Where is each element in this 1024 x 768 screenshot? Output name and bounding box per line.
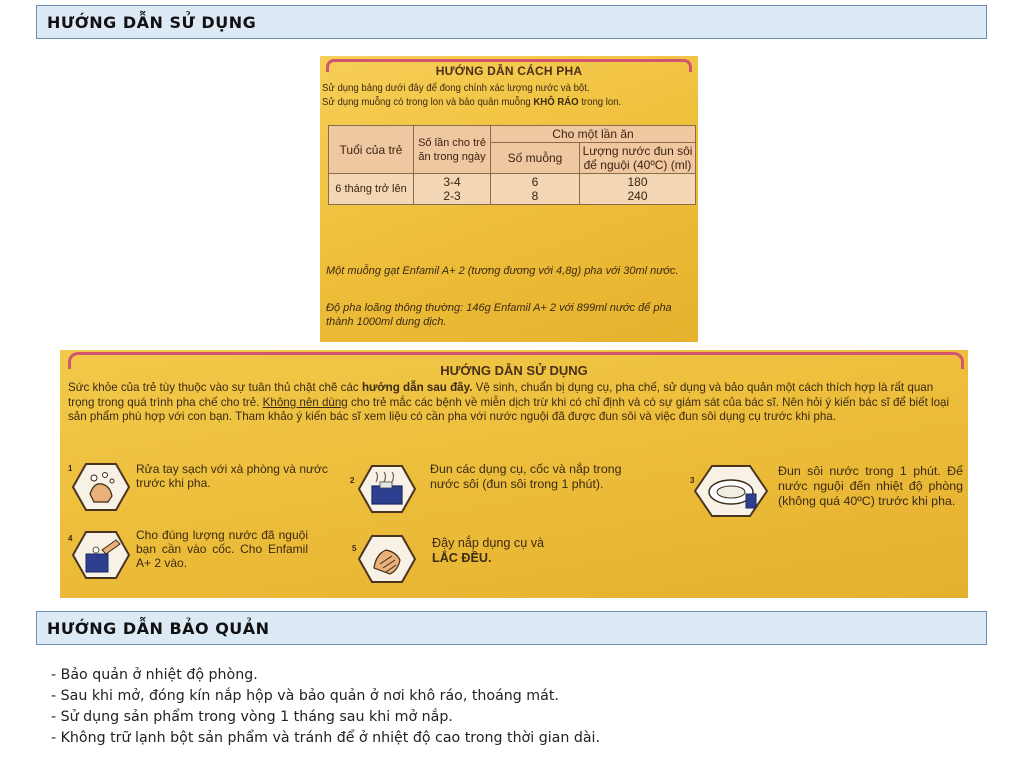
step-number: 5 bbox=[352, 544, 357, 553]
step-5 bbox=[350, 530, 650, 590]
mixing-guide-image bbox=[320, 56, 698, 342]
usage-paragraph bbox=[68, 381, 960, 425]
step-4-text: Cho đúng lượng nước đã nguội bạn cần vào cốc. Cho Enfamil A+ 2 vào. bbox=[136, 528, 308, 570]
intro-line-2 bbox=[322, 96, 670, 110]
cell-times bbox=[414, 174, 491, 205]
usage-para-start: Sức khỏe của trẻ tùy thuộc vào sự tuân thủ chặt chẽ các bbox=[68, 381, 362, 394]
cell-age: 6 tháng trở lên bbox=[329, 174, 414, 205]
storage-section-title: HƯỚNG DẪN BẢO QUẢN bbox=[47, 618, 270, 638]
col-header-age: Tuổi của trẻ bbox=[329, 126, 414, 174]
step-2 bbox=[350, 460, 650, 520]
handwashing-icon bbox=[72, 462, 130, 512]
step-number: 4 bbox=[68, 534, 73, 543]
cell-scoops bbox=[491, 174, 580, 205]
col-header-scoops: Số muỗng bbox=[491, 143, 580, 174]
col-header-times: Số lần cho trẻ ăn trong ngày bbox=[414, 126, 491, 174]
shake-cup-icon bbox=[358, 534, 416, 584]
usage-instructions-image bbox=[60, 350, 968, 598]
storage-section-header bbox=[36, 611, 987, 645]
usage-section-title: HƯỚNG DẪN SỬ DỤNG bbox=[47, 12, 257, 32]
step-4 bbox=[68, 526, 338, 588]
list-item: - Sử dụng sản phẩm trong vòng 1 tháng sau khi mở nắp. bbox=[51, 709, 453, 725]
usage-para-end: cho trẻ mắc các bệnh về miễn dịch trừ khi có chỉ định và có sự giám sát của bác sĩ. Nên hỏi ý kiến bác sĩ để biết loại sản phẩm phù hợp với con bạn. Tham khảo ý kiến bác sĩ xem liệu có cần pha với nước nguội đã được đun sôi và việc đun sôi dụng cụ trước khi pha. bbox=[68, 395, 950, 423]
kettle-cup-icon bbox=[694, 464, 768, 518]
mixing-table bbox=[328, 125, 696, 205]
cell-water bbox=[580, 174, 696, 205]
intro-line-2-end: trong lon. bbox=[578, 97, 622, 108]
cell-water-2: 240 bbox=[627, 189, 648, 203]
usage-para-underline: Không nên dùng bbox=[262, 395, 348, 409]
step-1-text: Rửa tay sạch với xà phòng và nước trước khi pha. bbox=[136, 462, 328, 490]
storage-list bbox=[51, 665, 971, 749]
step-1 bbox=[68, 460, 338, 516]
usage-para-mid: Vệ sinh, chuẩn bị dụng cụ, pha chế, sử dụng và bảo quản một cách thích hợp là rất quan trọng trong quá trình pha chế cho trẻ. bbox=[68, 381, 934, 409]
table-row bbox=[329, 174, 696, 205]
cell-times-1: 3-4 bbox=[443, 175, 461, 189]
list-item: - Bảo quản ở nhiệt độ phòng. bbox=[51, 667, 258, 683]
col-header-group: Cho một lần ăn bbox=[491, 126, 696, 143]
step-5-line-1: Đậy nắp dụng cụ và bbox=[432, 536, 545, 550]
step-number: 3 bbox=[690, 476, 695, 485]
intro-line-1: Sử dụng bảng dưới đây để đong chính xác lượng nước và bột. bbox=[322, 83, 590, 94]
cell-water-1: 180 bbox=[627, 175, 648, 189]
mixing-note-2: Độ pha loãng thông thường: 146g Enfamil A+ 2 với 899ml nước để pha thành 1000ml dung dịch. bbox=[326, 302, 672, 328]
col-header-water: Lượng nước đun sôi để nguội (40ºC) (ml) bbox=[580, 143, 696, 174]
scoop-powder-icon bbox=[72, 530, 130, 580]
step-2-text: Đun các dụng cụ, cốc và nắp trong nước sôi (đun sôi trong 1 phút). bbox=[430, 462, 622, 491]
cell-scoops-2: 8 bbox=[531, 189, 539, 203]
step-5-text bbox=[432, 536, 642, 566]
intro-line-2-bold: KHÔ RÁO bbox=[533, 97, 579, 108]
intro-line-2-text: Sử dụng muỗng có trong lon và bảo quản muỗng bbox=[322, 97, 534, 108]
step-number: 2 bbox=[350, 476, 355, 485]
boiling-pot-icon bbox=[358, 464, 416, 514]
usage-section-header bbox=[36, 5, 987, 39]
step-5-bold: LẮC ĐỀU. bbox=[432, 551, 492, 565]
step-3-text: Đun sôi nước trong 1 phút. Để nước nguội đến nhiệt độ phòng (không quá 40ºC) trước khi pha. bbox=[778, 464, 963, 508]
usage-title: HƯỚNG DẪN SỬ DỤNG bbox=[440, 363, 588, 378]
mixing-guide-intro bbox=[322, 82, 670, 110]
step-3 bbox=[680, 460, 965, 526]
mixing-guide-title: HƯỚNG DẪN CÁCH PHA bbox=[435, 64, 583, 78]
cell-scoops-1: 6 bbox=[531, 175, 539, 189]
mixing-note-1: Một muỗng gạt Enfamil A+ 2 (tương đương với 4,8g) pha với 30ml nước. bbox=[326, 265, 679, 277]
step-number: 1 bbox=[68, 464, 73, 473]
usage-para-bold: hướng dẫn sau đây. bbox=[361, 381, 473, 394]
list-item: - Sau khi mở, đóng kín nắp hộp và bảo quản ở nơi khô ráo, thoáng mát. bbox=[51, 688, 559, 704]
list-item: - Không trữ lạnh bột sản phẩm và tránh để ở nhiệt độ cao trong thời gian dài. bbox=[51, 730, 600, 746]
cell-times-2: 2-3 bbox=[443, 189, 461, 203]
